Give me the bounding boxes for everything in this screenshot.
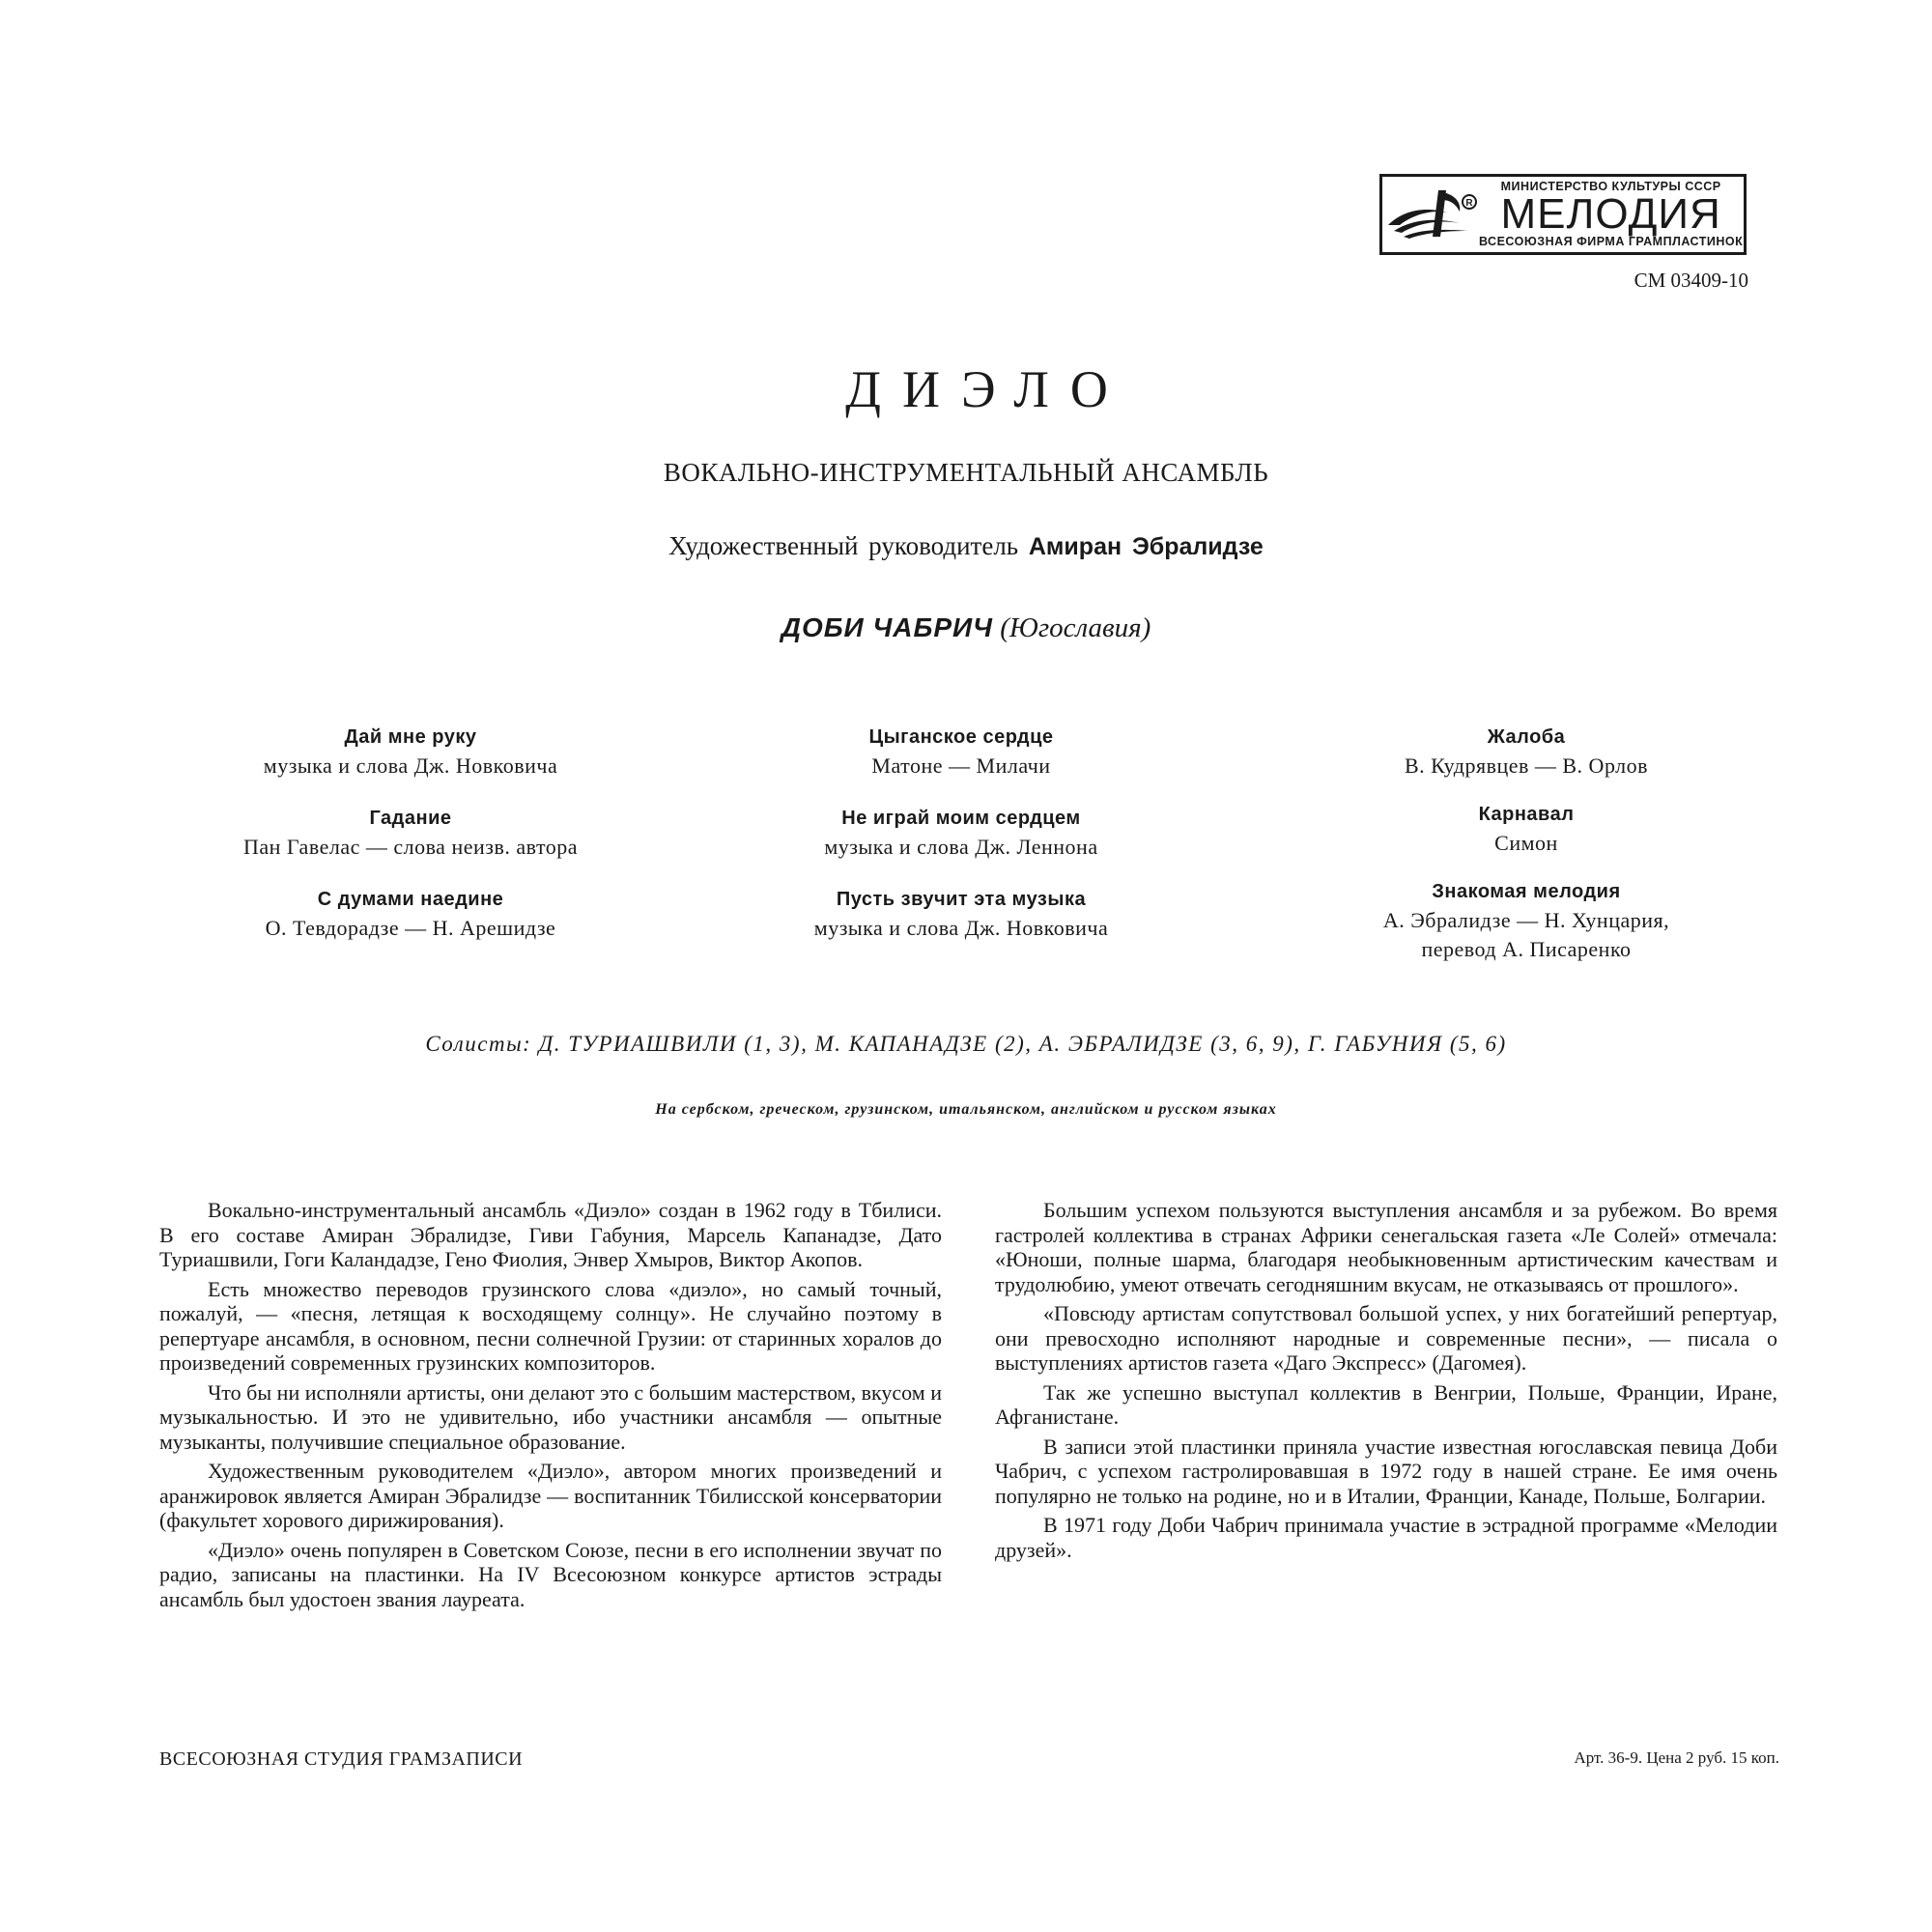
track-item [159, 804, 662, 862]
paragraph: Что бы ни исполняли артисты, они делают это с большим мастерством, вкусом и музыкальностью. И это не удивительно, ибо участники ансамбля — опытные музыканты, получившие специальное образование. [159, 1379, 942, 1454]
track-authors: В. Кудрявцев — В. Орлов [1404, 753, 1649, 778]
track-column-2 [710, 723, 1212, 966]
track-title: С думами наедине [317, 889, 504, 910]
director-name: Амиран Эбралидзе [1028, 533, 1264, 560]
paragraph: В 1971 году Доби Чабрич принимала участие в эстрадной программе «Мелодии друзей». [995, 1513, 1777, 1562]
paragraph: «Диэло» очень популярен в Советском Союзе, песни в его исполнении звучат по радио, записаны на пластинки. На IV Всесоюзном конкурсе артистов эстрады ансамбль был удостоен звания лауреата. [159, 1537, 942, 1611]
price-info: Арт. 36-9. Цена 2 руб. 15 коп. [1574, 1748, 1779, 1767]
paragraph: В записи этой пластинки приняла участие известная югославская певица Доби Чабрич, с успехом гастролировавшая в 1972 году в нашей стране. Ее имя очень популярно не только на родине, но и в Италии, Франции, Канаде, Польше, Болгарии. [995, 1434, 1777, 1508]
track-column-3 [1275, 723, 1777, 983]
melodiya-logo [1379, 174, 1747, 255]
track-authors: Пан Гавелас — слова неизв. автора [242, 835, 579, 859]
track-item [1275, 877, 1777, 964]
track-item [710, 804, 1212, 862]
track-authors: Симон [1494, 831, 1558, 855]
album-title: ДИЭЛО [845, 360, 1129, 418]
track-authors: А. Эбралидзе — Н. Хунцария, [1382, 908, 1670, 932]
track-title: Цыганское сердце [868, 726, 1054, 748]
catalog-number: СМ 03409-10 [1634, 269, 1748, 292]
track-item [1275, 800, 1777, 858]
track-item [710, 723, 1212, 781]
paragraph: Большим успехом пользуются выступления ансамбля и за рубежом. Во время гастролей коллектива в странах Африки сенегальская газета «Ле Солей» отмечала: «Юноши, полные шарма, благодаря необыкновенным артистическим качествам и трудолюбию, умеют отвечать сегодняшним вкусам, не отказываясь от прошлого». [995, 1198, 1777, 1296]
track-item [159, 723, 662, 781]
guest-singer [0, 612, 1932, 644]
singer-name: ДОБИ ЧАБРИЧ [781, 612, 993, 642]
melodiya-emblem-icon [1382, 177, 1479, 252]
track-authors: музыка и слова Дж. Новковича [263, 753, 558, 778]
track-authors: О. Тевдорадзе — Н. Арешидзе [265, 916, 556, 940]
track-item [710, 885, 1212, 943]
logo-ministry-line: МИНИСТЕРСТВО КУЛЬТУРЫ СССР [1500, 180, 1721, 193]
paragraph: Есть множество переводов грузинского слова «диэло», но самый точный, пожалуй, — «песня, летящая к восходящему солнцу». Не случайно поэтому в репертуаре ансамбля, в основном, песни солнечной Грузии: от старинных хоралов до произведений современных грузинских композиторов. [159, 1276, 942, 1375]
track-title: Пусть звучит эта музыка [836, 889, 1087, 910]
track-item [1275, 723, 1777, 781]
languages-note: На сербском, греческом, грузинском, итальянском, английском и русском языках [655, 1101, 1277, 1118]
track-title: Дай мне руку [344, 726, 477, 748]
track-title: Гадание [369, 808, 452, 829]
singer-country: (Югославия) [1000, 612, 1151, 643]
paragraph: Вокально-инструментальный ансамбль «Диэло» создан в 1962 году в Тбилиси. В его составе Амиран Эбралидзе, Гиви Габуния, Марсель Капанадзе, Дато Туриашвили, Гоги Каландадзе, Гено Фиолия, Энвер Хмыров, Виктор Акопов. [159, 1198, 942, 1271]
artistic-director [0, 531, 1932, 561]
liner-notes-right [995, 1198, 1777, 1567]
track-item [159, 885, 662, 943]
liner-notes-left [159, 1198, 942, 1616]
album-subtitle: ВОКАЛЬНО-ИНСТРУМЕНТАЛЬНЫЙ АНСАМБЛЬ [663, 458, 1269, 487]
track-column-1 [159, 723, 662, 966]
svg-text:R: R [1465, 198, 1473, 209]
soloists: Солисты: Д. ТУРИАШВИЛИ (1, 3), М. КАПАНАДЗЕ (2), А. ЭБРАЛИДЗЕ (3, 6, 9), Г. ГАБУНИЯ (5, 6) [425, 1032, 1507, 1056]
studio-credit: ВСЕСОЮЗНАЯ СТУДИЯ ГРАМЗАПИСИ [159, 1748, 524, 1770]
track-authors: музыка и слова Дж. Леннона [824, 835, 1098, 859]
track-authors: Матоне — Милачи [871, 753, 1051, 778]
track-authors-line-2: перевод А. Писаренко [1421, 937, 1632, 961]
track-title: Карнавал [1478, 804, 1575, 825]
director-label: Художественный руководитель [668, 531, 1019, 560]
paragraph: «Повсюду артистам сопутствовал большой успех, у них богатейший репертуар, они превосходно исполняют народные и современные песни», — писала о выступлениях артистов газета «Даго Экспресс» (Дагомея). [995, 1301, 1777, 1375]
logo-company-line: ВСЕСОЮЗНАЯ ФИРМА ГРАМПЛАСТИНОК [1479, 235, 1744, 248]
paragraph: Так же успешно выступал коллектив в Венгрии, Польше, Франции, Иране, Афганистане. [995, 1379, 1777, 1429]
track-title: Жалоба [1487, 726, 1566, 748]
paragraph: Художественным руководителем «Диэло», автором многих произведений и аранжировок является Амиран Эбралидзе — воспитанник Тбилисской консерватории (факультет хорового дирижирования). [159, 1459, 942, 1532]
logo-brand: МЕЛОДИЯ [1500, 189, 1721, 238]
track-title: Не играй моим сердцем [841, 808, 1081, 829]
track-title: Знакомая мелодия [1432, 881, 1621, 902]
track-authors: музыка и слова Дж. Новковича [813, 916, 1109, 940]
